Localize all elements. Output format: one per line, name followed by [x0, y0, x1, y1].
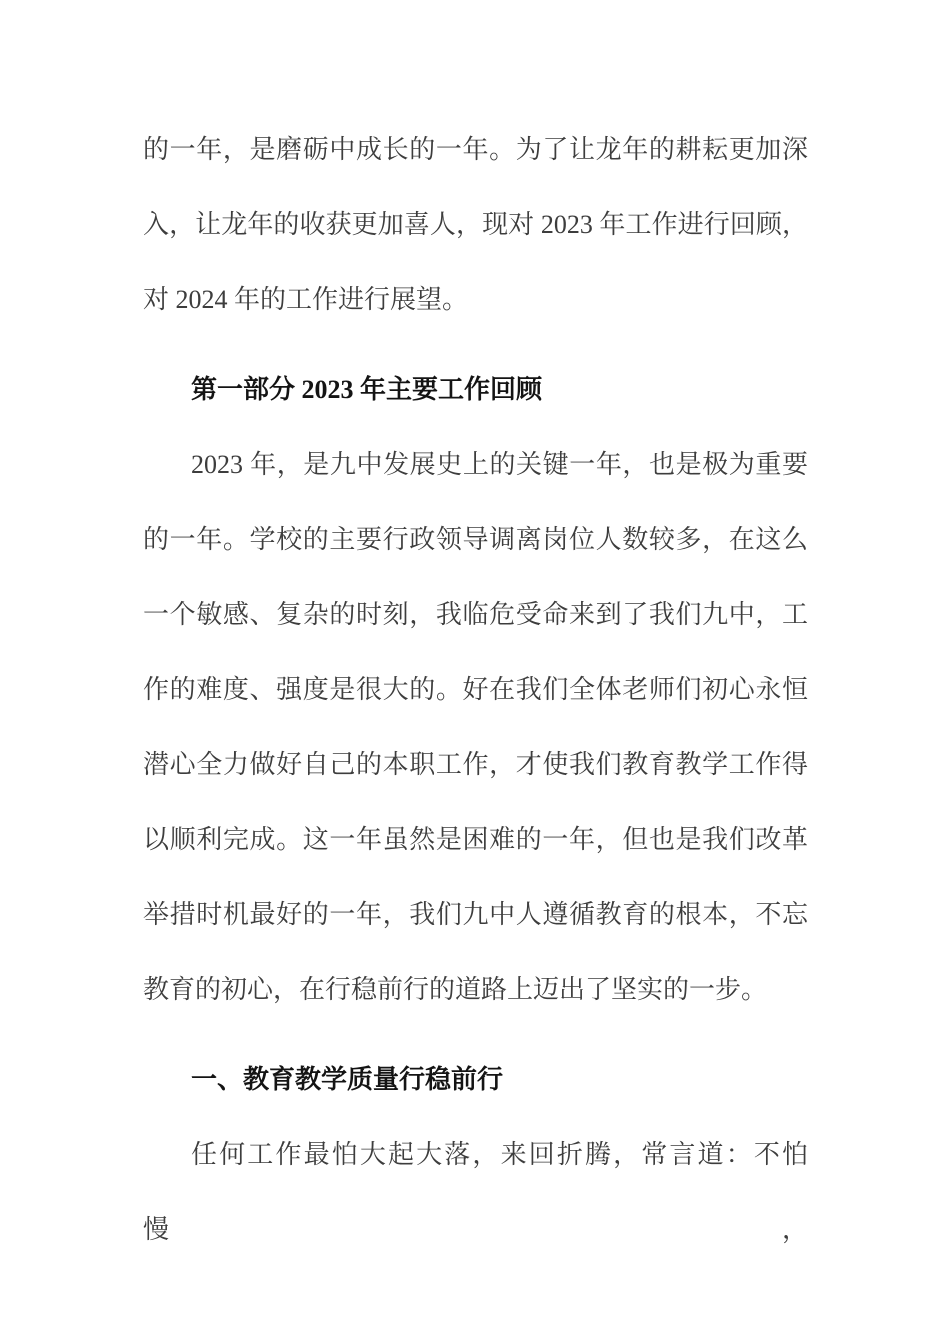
- paragraph-line: 的一年。学校的主要行政领导调离岗位人数较多，在这么: [143, 525, 808, 554]
- section-heading: 第一部分 2023 年主要工作回顾: [191, 375, 543, 404]
- paragraph-line: 对 2024 年的工作进行展望。: [143, 285, 469, 314]
- paragraph-line: 作的难度、强度是很大的。好在我们全体老师们初心永恒: [143, 675, 808, 704]
- paragraph-line: 入，让龙年的收获更加喜人，现对 2023 年工作进行回顾，: [143, 210, 808, 239]
- paragraph-line: 一个敏感、复杂的时刻，我临危受命来到了我们九中，工: [143, 600, 808, 629]
- paragraph-line: 任何工作最怕大起大落，来回折腾，常言道：不怕慢，: [143, 1140, 808, 1244]
- paragraph-line: 举措时机最好的一年，我们九中人遵循教育的根本，不忘: [143, 900, 808, 929]
- section-heading: 一、教育教学质量行稳前行: [191, 1065, 504, 1094]
- paragraph-line: 以顺利完成。这一年虽然是困难的一年，但也是我们改革: [143, 825, 808, 854]
- paragraph-line: 2023 年，是九中发展史上的关键一年，也是极为重要: [191, 450, 808, 479]
- paragraph-line: 潜心全力做好自己的本职工作，才使我们教育教学工作得: [143, 750, 808, 779]
- paragraph-line: 教育的初心，在行稳前行的道路上迈出了坚实的一步。: [143, 975, 768, 1004]
- paragraph-line: 的一年，是磨砺中成长的一年。为了让龙年的耕耘更加深: [143, 135, 808, 164]
